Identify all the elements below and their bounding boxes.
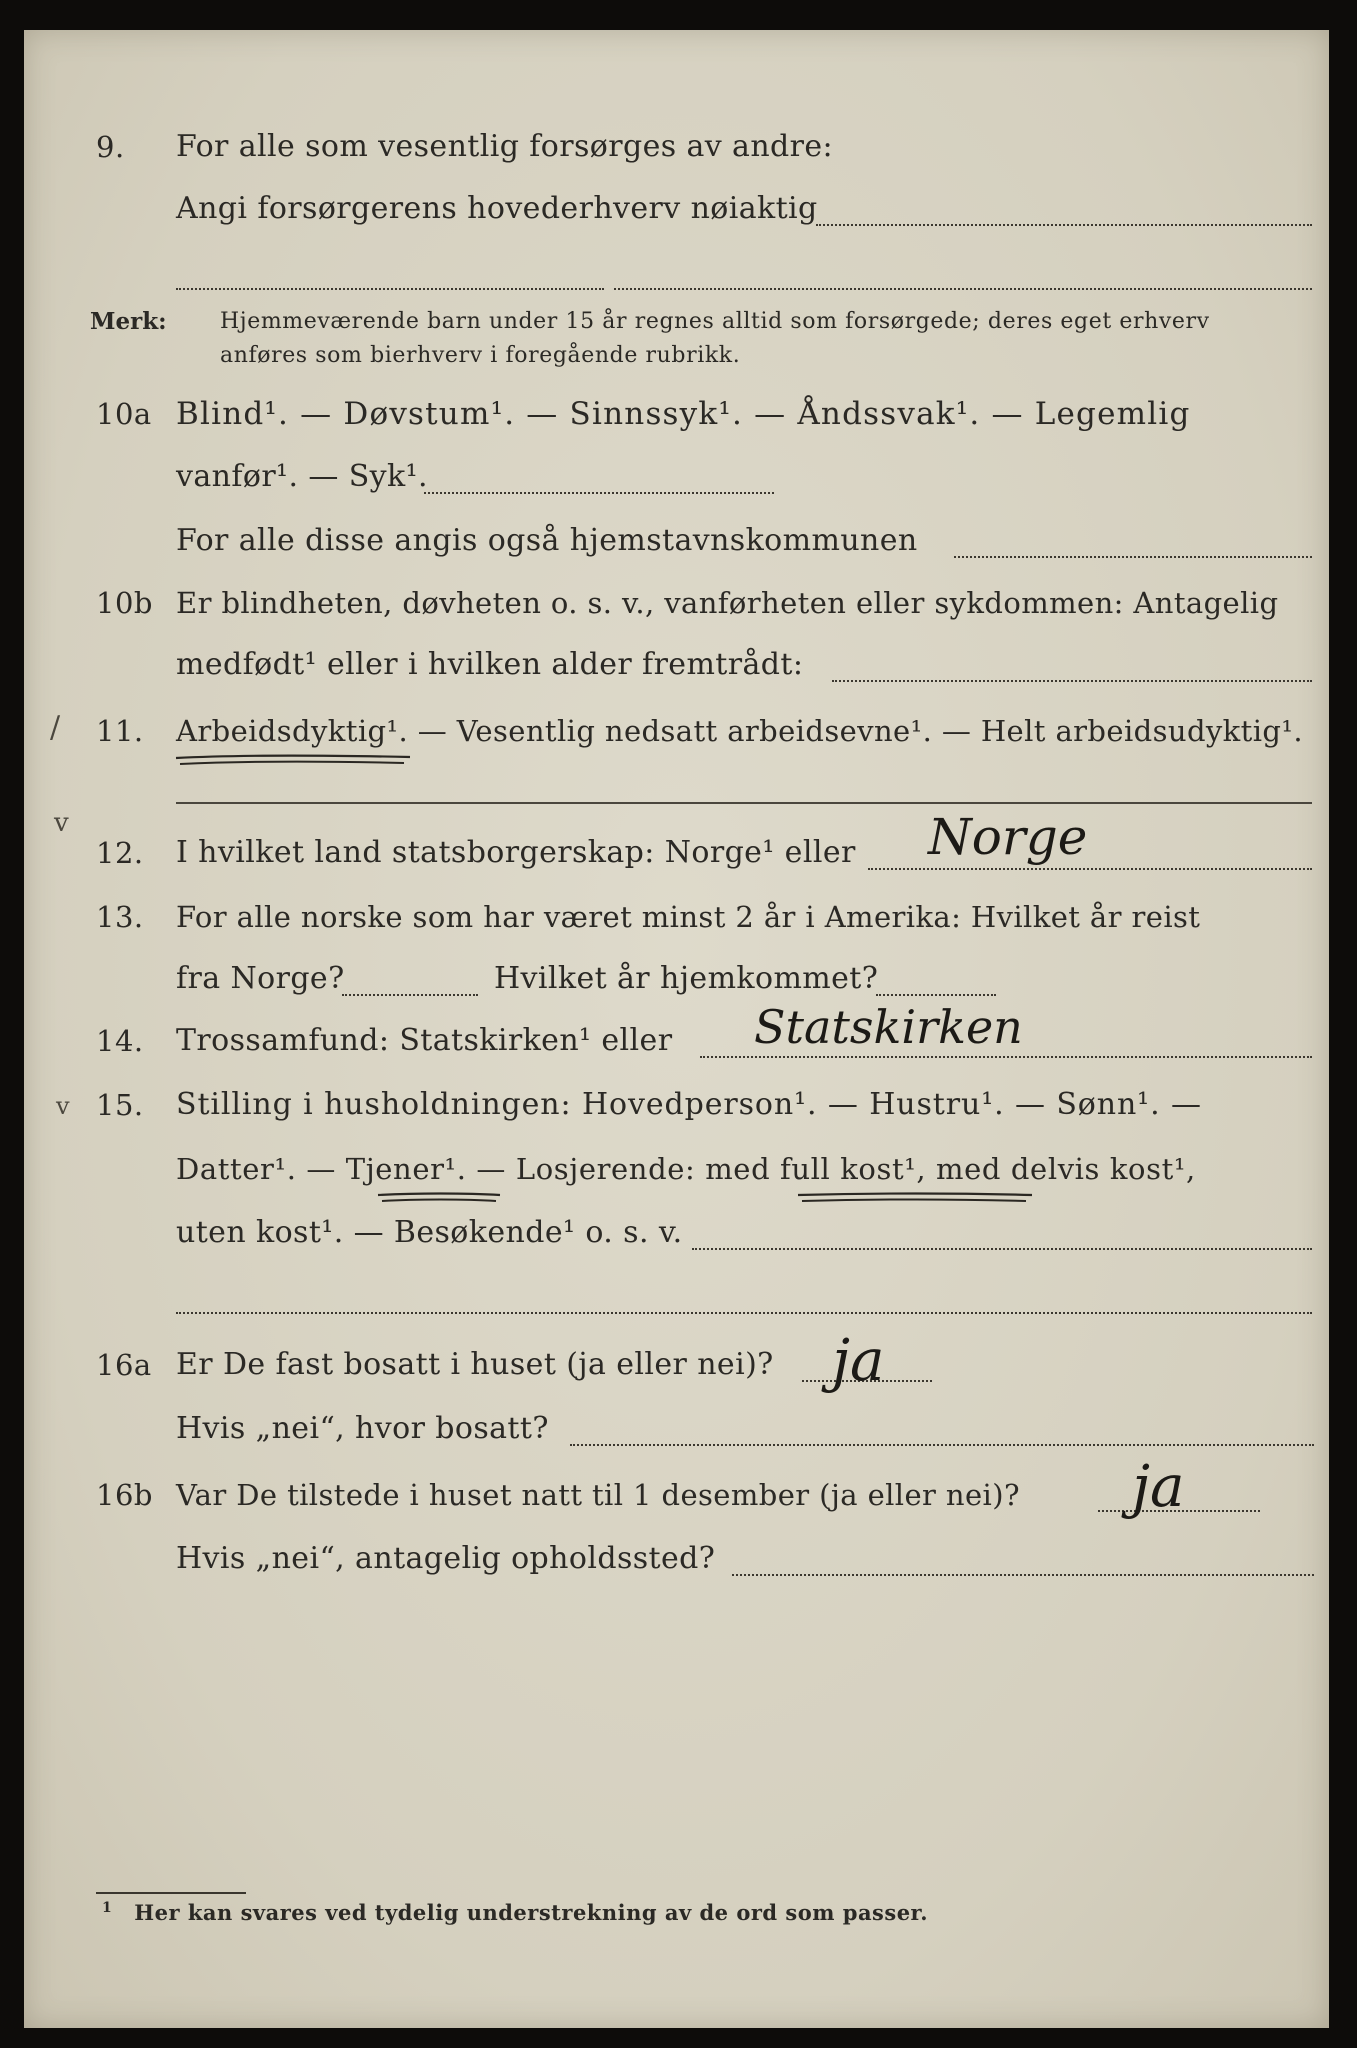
question-10a-line-3 [24, 512, 1329, 570]
question-number: 12. [96, 836, 144, 870]
answer-field-dotted-line[interactable] [424, 492, 774, 494]
question-number: 11. [96, 714, 144, 748]
answer-field-dotted-line[interactable] [614, 288, 1312, 290]
question-text: Hvilket år hjemkommet? [494, 961, 879, 996]
question-number: 10a [96, 397, 152, 431]
question-text: Hvis „nei“, hvor bosatt? [176, 1411, 549, 1446]
note-label: Merk: [90, 308, 167, 335]
answer-field-dotted-line[interactable] [832, 680, 1312, 682]
question-text: Datter¹. — Tjener¹. — Losjerende: med full kost¹, med delvis kost¹, [176, 1152, 1196, 1186]
question-number: 14. [96, 1024, 144, 1058]
question-number: 15. [96, 1088, 144, 1122]
question-text: vanfør¹. — Syk¹. [176, 459, 428, 494]
answer-field-line[interactable] [176, 802, 1312, 804]
question-text: Hvis „nei“, antagelig opholdssted? [176, 1541, 716, 1576]
question-text: Var De tilstede i huset natt til 1 desember (ja eller nei)? [176, 1478, 1020, 1512]
question-text: uten kost¹. — Besøkende¹ o. s. v. [176, 1215, 683, 1250]
answer-field-dotted-line[interactable] [176, 1312, 1312, 1314]
question-text: Arbeidsdyktig¹. — Vesentlig nedsatt arbeidsevne¹. — Helt arbeidsudyktig¹. [176, 714, 1303, 748]
answer-field-dotted-line[interactable] [692, 1248, 1312, 1250]
question-text: Er De fast bosatt i huset (ja eller nei)? [176, 1347, 774, 1382]
census-form-page [24, 30, 1329, 2028]
answer-field-dotted-line[interactable] [876, 994, 996, 996]
question-text: fra Norge? [176, 961, 345, 996]
question-14 [24, 1000, 1329, 1070]
question-13-line-2 [24, 950, 1329, 1008]
footnote-marker: 1 [102, 1900, 113, 1916]
footnote-rule [96, 1892, 246, 1894]
question-text: Blind¹. — Døvstum¹. — Sinnssyk¹. — Åndssvak¹. — Legemlig [176, 396, 1191, 432]
question-13 [24, 888, 1329, 946]
answer-field-dotted-line[interactable] [816, 224, 1312, 226]
question-text: I hvilket land statsborgerskap: Norge¹ eller [176, 835, 856, 870]
question-15-line-3 [24, 1204, 1329, 1262]
question-text: Stilling i husholdningen: Hovedperson¹. — Hustru¹. — Sønn¹. — [176, 1087, 1202, 1122]
question-16a-line-2 [24, 1400, 1329, 1458]
footnote [102, 1900, 929, 1925]
margin-check-mark: / [50, 710, 61, 745]
handwritten-answer: ja [1132, 1452, 1185, 1520]
note-text: Hjemmeværende barn under 15 år regnes alltid som forsørgede; deres eget erhverv [220, 309, 1210, 334]
note-text: anføres som bierhverv i foregående rubrikk. [220, 343, 741, 368]
question-16b [24, 1452, 1329, 1524]
handwritten-answer: ja [832, 1326, 885, 1394]
question-number: 13. [96, 900, 144, 934]
question-16a [24, 1326, 1329, 1394]
answer-field-dotted-line[interactable] [570, 1444, 1314, 1446]
handwritten-underline [174, 752, 414, 768]
answer-field-dotted-line[interactable] [868, 868, 1312, 870]
question-text: For alle disse angis også hjemstavnskommunen [176, 523, 918, 558]
question-9 [24, 118, 1329, 176]
question-10b [24, 574, 1329, 632]
question-12 [24, 808, 1329, 882]
answer-field-dotted-line[interactable] [700, 1056, 1312, 1058]
question-16b-line-2 [24, 1530, 1329, 1588]
handwritten-answer: Statskirken [754, 1000, 1023, 1054]
question-number: 10b [96, 586, 153, 620]
question-text: Angi forsørgerens hovederhverv nøiaktig [176, 191, 818, 226]
answer-field-dotted-line[interactable] [954, 556, 1312, 558]
question-text: Er blindheten, døvheten o. s. v., vanførheten eller sykdommen: Antagelig [176, 586, 1279, 620]
answer-field-dotted-line[interactable] [176, 288, 604, 290]
question-10a-line-2 [24, 448, 1329, 506]
question-10a [24, 385, 1329, 443]
question-text: medfødt¹ eller i hvilken alder fremtrådt: [176, 647, 804, 682]
question-number: 16b [96, 1478, 153, 1512]
footnote-text: Her kan svares ved tydelig understrekning av de ord som passer. [134, 1900, 929, 1925]
question-text: Trossamfund: Statskirken¹ eller [176, 1023, 673, 1058]
answer-field-dotted-line[interactable] [342, 994, 478, 996]
question-10b-line-2 [24, 636, 1329, 694]
margin-check-mark: v [54, 808, 69, 838]
margin-check-mark: v [56, 1092, 70, 1120]
question-text: For alle som vesentlig forsørges av andre: [176, 129, 834, 164]
question-number: 16a [96, 1348, 152, 1382]
question-9-line-2 [24, 180, 1329, 238]
question-15 [24, 1076, 1329, 1134]
question-number: 9. [96, 130, 125, 164]
handwritten-answer: Norge [928, 808, 1088, 866]
question-text: For alle norske som har været minst 2 år i Amerika: Hvilket år reist [176, 900, 1201, 934]
answer-field-dotted-line[interactable] [732, 1574, 1314, 1576]
